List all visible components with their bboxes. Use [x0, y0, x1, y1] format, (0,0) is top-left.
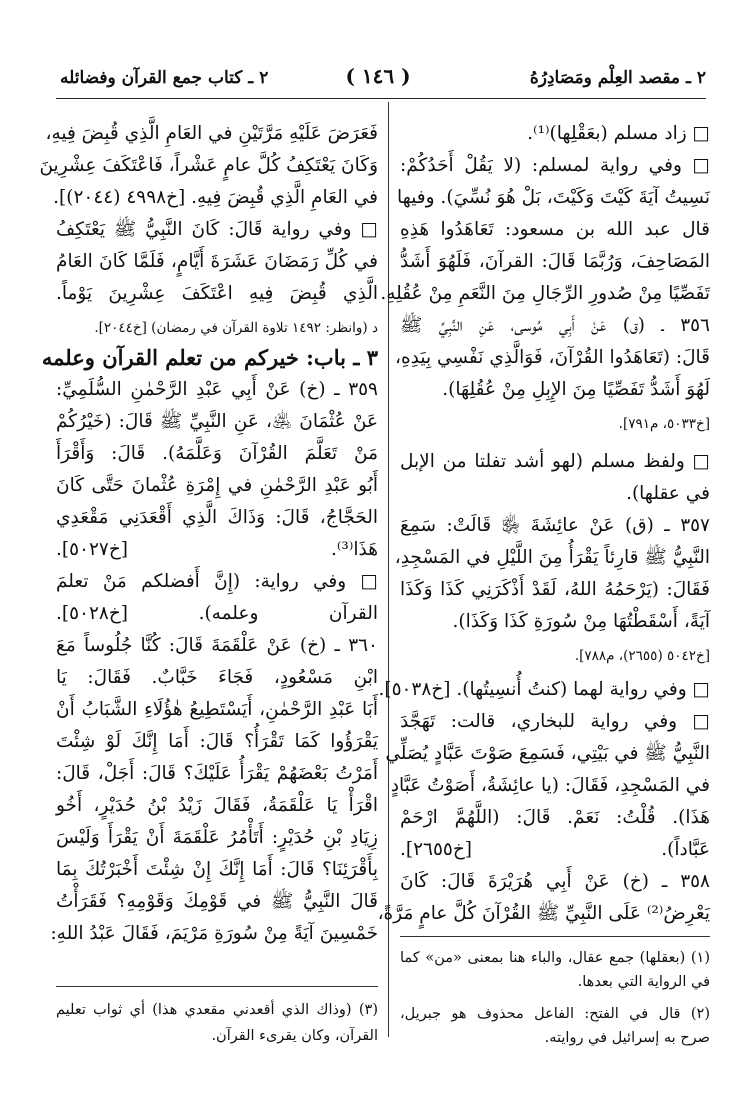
text-line: النَّبِيُّ ﷺ في بَيْتِي، فَسَمِعَ صَوْتَ عَبَّادٍ يُصَلِّي: [385, 743, 710, 764]
text-line: خَمْسِينَ آيَةً مِنْ سُورَةِ مَرْيَمَ، فَقَالَ عَبْدُ اللهِ:: [50, 923, 378, 944]
text-line: فَقَالَ: (يَرْحَمُهُ اللهُ، لَقَدْ أَذْكَرَنِي كَذَا وَكَذَا: [400, 579, 710, 600]
text-line: [خ٥٠٣٣، م٧٩١].: [618, 416, 710, 432]
text-line: عَبَّاداً). [خ٢٦٥٥].: [400, 839, 710, 860]
text-line: [خ٥٠٤٢ (٢٦٥٥)، م٧٨٨].: [574, 648, 710, 664]
text-line: الَّذِي قُبِضَ فِيهِ اعْتَكَفَ عِشْرِينَ يَوْماً.: [56, 283, 378, 304]
text-line: أَبَا عَبْدِ الرَّحْمٰنِ، أَيَسْتَطِيعُ هٰؤُلَاءِ الشَّبَابُ أَنْ: [56, 699, 378, 720]
text-line: □ زاد مسلم (بعَقْلِها)⁽¹⁾.: [527, 123, 710, 144]
text-line: يَقْرَؤُوا كَمَا تَقْرَأُ؟ قَالَ: أَمَا إِنَّكَ لَوْ شِئْتَ: [56, 731, 378, 752]
running-header-chapter: ٢ ـ كتاب جمع القرآن وفضائله: [60, 68, 269, 88]
running-header-section: ٢ ـ مقصد العِلْم ومَصَادِرُهُ: [529, 68, 706, 88]
text-line: قَالَ: (تَعَاهَدُوا القُرْآنَ، فَوَالَّذِي نَفْسِي بِيَدِهِ،: [395, 347, 710, 368]
text-line: لَهُوَ أَشَدُّ تَفَصِّيًا مِنَ الإِبِلِ مِنْ عُقُلِهَا).: [442, 379, 710, 400]
text-line: ٣٥٨ ـ (خ) عَنْ أَبِي هُرَيْرَةَ قَالَ: كَانَ: [400, 871, 710, 892]
text-line: وَكَانَ يَعْتَكِفُ كُلَّ عامٍ عَشْراً، فَاعْتَكَفَ عِشْرِينَ: [39, 155, 378, 176]
footnote-rule: [400, 936, 710, 937]
text-line: نَسِيتُ آيَةَ كَيْتَ وَكَيْتَ، بَلْ هُوَ نُسِّيَ). وفيها: [397, 187, 710, 208]
text-line: هَذَا⁽³⁾. [خ٥٠٢٧].: [56, 539, 378, 560]
text-line: ٣٥٩ ـ (خ) عَنْ أَبِي عَبْدِ الرَّحْمٰنِ السُّلَمِيِّ:: [56, 379, 378, 400]
footnote-line: (٢) قال في الفتح: الفاعل محذوف هو جبريل،: [400, 1006, 710, 1022]
text-line: في العَامِ الَّذِي قُبِضَ فِيهِ. [خ٤٩٩٨ (٢٠٤٤)].: [53, 187, 378, 208]
text-line: قال عبد الله بن مسعود: تَعَاهَدُوا هَذِهِ: [400, 219, 710, 240]
text-line: ٣٥٧ ـ (ق) عَنْ عائِشَةَ ﵂ قَالَتْ: سَمِعَ: [400, 515, 710, 536]
text-line: د (وانظر: ١٤٩٢ تلاوة القرآن في رمضان) [خ٢٠٤٤].: [94, 320, 378, 336]
text-line: □ وفي رواية قَالَ: كَانَ النَّبِيُّ ﷺ يَعْتَكِفُ: [56, 219, 378, 240]
footnote-line: (١) (بعقلها) جمع عقال، والباء هنا بمعنى «من» كما: [400, 950, 710, 966]
footnote-line: القرآن، وكان يقرىء القرآن.: [211, 1028, 378, 1044]
footnote-line: في الرواية التي بعدها.: [577, 974, 710, 990]
footnote-rule: [56, 986, 378, 987]
text-line: عَنْ عُثْمَانَ ﵁، عَنِ النَّبِيِّ ﷺ قَالَ: (خَيْرُكُمْ: [56, 411, 378, 432]
text-line: □ وفي رواية لمسلم: (لا يَقُلْ أَحَدُكُمْ:: [400, 155, 710, 176]
text-line: القرآن وعلمه). [خ٥٠٢٨].: [56, 603, 378, 624]
text-line: في المَسْجِدِ، فَقَالَ: (يا عائِشَةُ، أَصَوْتُ عَبَّادٍ: [390, 775, 710, 796]
text-line: الحَجَّاجُ، قَالَ: وَذَاكَ الَّذِي أَقْعَدَنِي مَقْعَدِي: [56, 507, 378, 528]
text-line: المَصَاحِفَ، وَرُبَّمَا قَالَ: القرآنَ، فَلَهُوَ أَشَدُّ: [400, 251, 710, 272]
text-line: اقْرَأْ يَا عَلْقَمَةُ، فَقَالَ زَيْدُ بْنُ حُدَيْرٍ، أَخُو: [56, 795, 378, 816]
text-line: زِيَادِ بْنِ حُدَيْرٍ: أَتَأْمُرُ عَلْقَمَةَ أَنْ يَقْرَأَ وَلَيْسَ: [56, 827, 378, 848]
text-line: في كُلِّ رَمَضَانَ عَشَرَةَ أَيَّامٍ، فَلَمَّا كَانَ العَامُ: [56, 251, 378, 272]
footnote-line: (٣) (وذاك الذي أقعدني مقعدي هذا) أي ثواب تعليم: [56, 1002, 378, 1018]
text-line: فَعَرَضَ عَلَيْهِ مَرَّتَيْنِ في العَامِ الَّذِي قُبِضَ فِيهِ،: [45, 123, 378, 144]
text-line: ٣٥٦ ـ (ق) عَنْ أَبِي مُوسى، عَنِ النَّبِيِّ ﷺ: [400, 315, 710, 336]
text-line: أَبُو عَبْدِ الرَّحْمٰنِ في إِمْرَةِ عُثْمانَ حَتَّى كَانَ: [56, 475, 378, 496]
text-line: هَذَا). قُلْتُ: نَعَمْ. قَالَ: (اللَّهُمَّ ارْحَمْ: [400, 807, 710, 828]
column-divider: [388, 102, 389, 1037]
text-line: في عقلها).: [626, 483, 710, 504]
text-line: آيَةً، أَسْقَطْتُهَا مِنْ سُورَةِ كَذَا وَكَذَا).: [452, 611, 710, 632]
text-line: يَعْرِضُ⁽²⁾ عَلَى النَّبِيِّ ﷺ القُرْآنَ كُلَّ عامٍ مَرَّةً،: [377, 903, 710, 924]
page-number: ( ١٤٦ ): [345, 64, 411, 88]
text-line: أَمَرْتُ بَعْضَهُمْ يَقْرَأُ عَلَيْكَ؟ قَالَ: أَجَلْ، قَالَ:: [56, 763, 378, 784]
text-line: النَّبِيُّ ﷺ قارِئاً يَقْرَأُ مِنَ اللَّيْلِ في المَسْجِدِ،: [394, 547, 710, 568]
footnote-line: صرح به إسرائيل في روايته.: [544, 1030, 710, 1046]
text-line: ابْنِ مَسْعُودٍ، فَجَاءَ خَبَّابٌ. فَقَالَ: يَا: [56, 667, 378, 688]
text-line: □ وفي رواية لهما (كنتُ أُنسِيتُها). [خ٥٠٣٨].: [378, 679, 710, 700]
text-line: تَفَصِّيًا مِنْ صُدورِ الرِّجَالِ مِنَ النَّعَمِ مِنْ عُقُلِهِ.: [380, 283, 710, 304]
text-line: مَنْ تَعَلَّمَ القُرْآنَ وَعَلَّمَهُ). قَالَ: وَأَقْرَأَ: [56, 443, 378, 464]
chapter-heading: ٣ ـ باب: خيركم من تعلم القرآن وعلمه: [41, 345, 378, 370]
text-line: □ وفي رواية: (إِنَّ أَفضلكم مَنْ تعلمَ: [56, 571, 378, 592]
text-line: □ وفي رواية للبخاري، قالت: تَهَجَّدَ: [400, 711, 710, 732]
text-line: ٣٦٠ ـ (خ) عَنْ عَلْقَمَةَ قَالَ: كُنَّا جُلُوساً مَعَ: [56, 635, 378, 656]
header-rule: [56, 98, 706, 99]
text-line: □ ولفظ مسلم (لهو أشد تفلتا من الإبل: [400, 451, 710, 472]
text-line: بِأَقْرَئِنَا؟ قَالَ: أَمَا إِنَّكَ إِنْ شِئْتَ أَخْبَرْتُكَ بِمَا: [56, 859, 378, 880]
text-line: قَالَ النَّبِيُّ ﷺ في قَوْمِكَ وَقَوْمِهِ؟ فَقَرَأْتُ: [56, 891, 378, 912]
